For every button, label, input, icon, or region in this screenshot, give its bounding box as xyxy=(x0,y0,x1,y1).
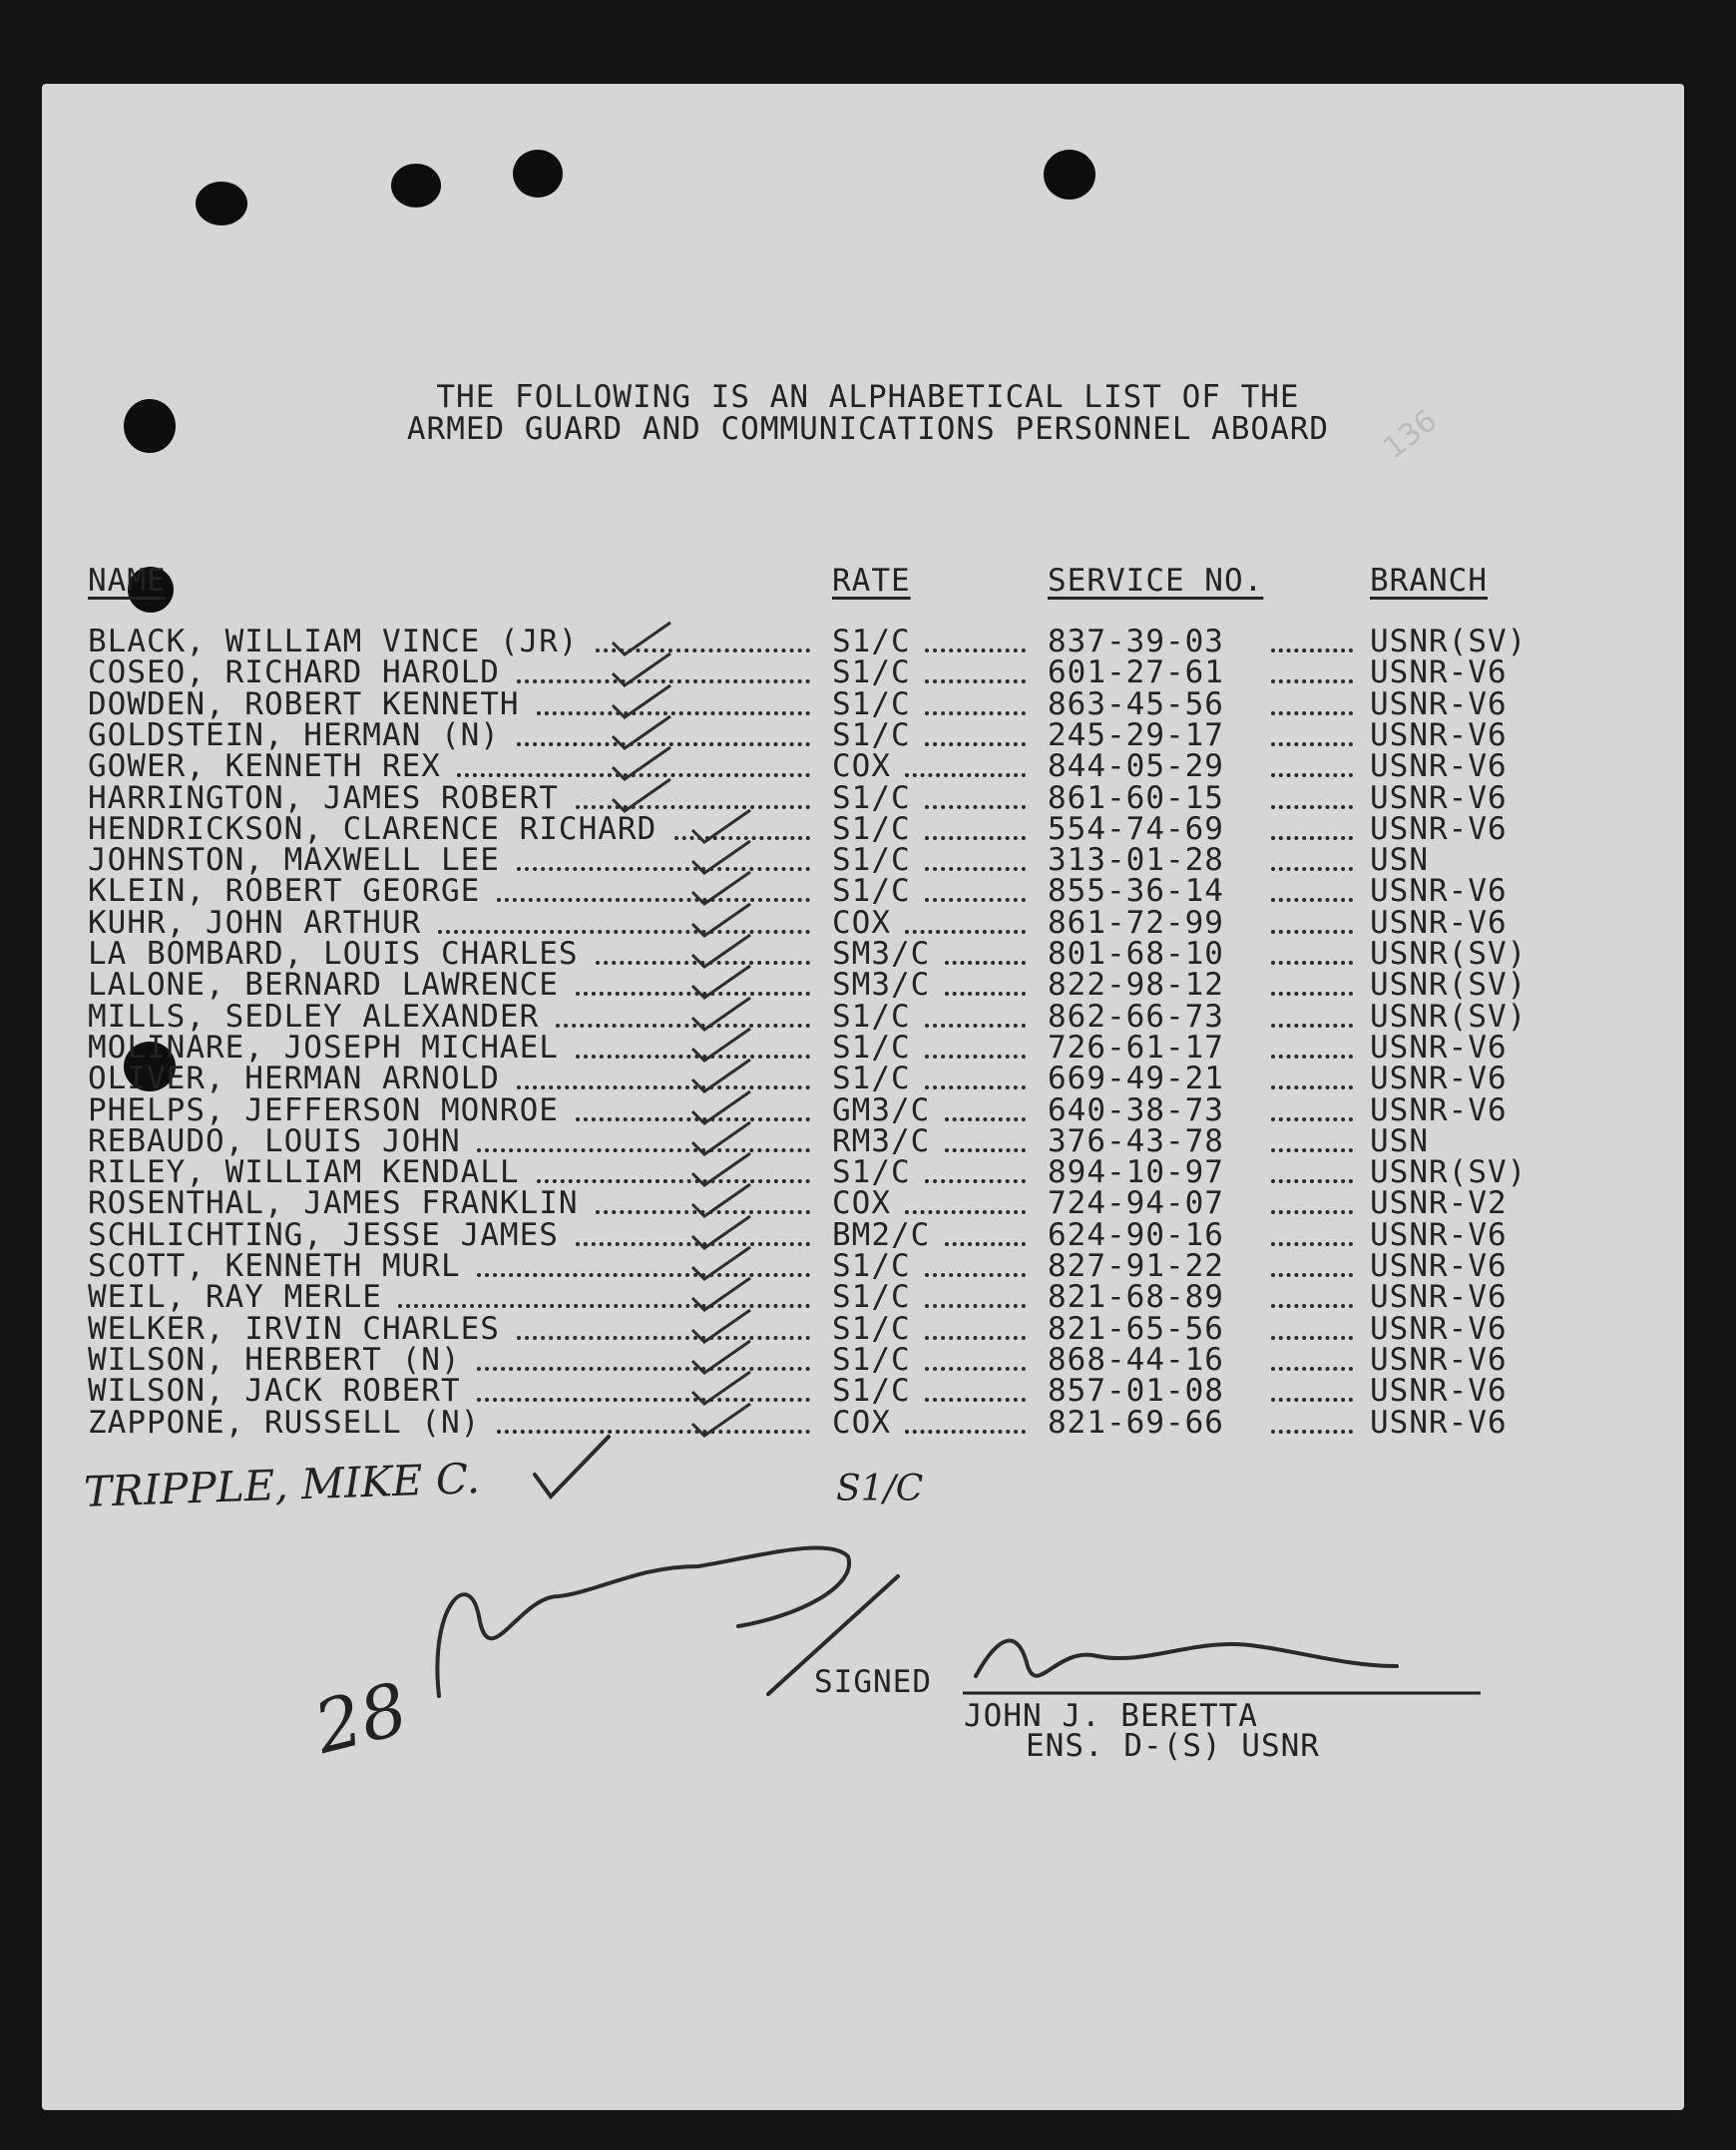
person-name: WEIL, RAY MERLE xyxy=(88,1279,382,1316)
person-service-no: 801-68-10 xyxy=(1048,936,1224,972)
person-service-no: 855-36-14 xyxy=(1048,873,1224,910)
person-service-no: 821-68-89 xyxy=(1048,1279,1224,1316)
person-service-no: 601-27-61 xyxy=(1048,654,1224,691)
person-name: JOHNSTON, MAXWELL LEE xyxy=(88,842,500,879)
person-service-no: 861-60-15 xyxy=(1048,779,1224,816)
person-service-no: 868-44-16 xyxy=(1048,1341,1224,1378)
person-service-no: 313-01-28 xyxy=(1048,842,1224,879)
person-branch: USN xyxy=(1370,1122,1429,1159)
person-service-no: 857-01-08 xyxy=(1048,1373,1224,1410)
person-name: KUHR, JOHN ARTHUR xyxy=(88,904,422,941)
handwritten-entry-name: TRIPPLE, MIKE C. xyxy=(83,1454,481,1516)
person-name: HENDRICKSON, CLARENCE RICHARD xyxy=(88,810,657,847)
person-branch: USNR-V6 xyxy=(1370,1279,1508,1316)
person-rate: GM3/C xyxy=(832,1091,931,1128)
person-rate: S1/C xyxy=(832,685,911,722)
header-name: NAME xyxy=(88,563,167,599)
person-service-no: 554-74-69 xyxy=(1048,810,1224,847)
margin-note: 28 xyxy=(306,1666,416,1770)
tripple-check-mark xyxy=(535,1437,609,1497)
person-branch: USNR-V6 xyxy=(1370,1341,1508,1378)
person-name: SCHLICHTING, JESSE JAMES xyxy=(88,1216,559,1253)
person-service-no: 245-29-17 xyxy=(1048,716,1224,753)
header-service-no: SERVICE NO. xyxy=(1048,563,1264,599)
person-rate: S1/C xyxy=(832,1341,911,1378)
person-service-no: 724-94-07 xyxy=(1048,1185,1224,1222)
person-branch: USNR-V6 xyxy=(1370,1248,1508,1284)
person-branch: USNR-V6 xyxy=(1370,873,1508,910)
person-service-no: 822-98-12 xyxy=(1048,967,1224,1004)
person-branch: USNR(SV) xyxy=(1370,624,1527,659)
person-rate: S1/C xyxy=(832,654,911,691)
person-name: PHELPS, JEFFERSON MONROE xyxy=(88,1091,559,1128)
person-rate: S1/C xyxy=(832,1154,911,1191)
person-rate: SM3/C xyxy=(832,967,931,1004)
person-name: MOLINARE, JOSEPH MICHAEL xyxy=(88,1029,559,1066)
person-service-no: 861-72-99 xyxy=(1048,904,1224,941)
person-name: LA BOMBARD, LOUIS CHARLES xyxy=(88,936,579,972)
person-rate: S1/C xyxy=(832,1061,911,1097)
header-branch: BRANCH xyxy=(1370,563,1488,599)
person-rate: COX xyxy=(832,1185,891,1222)
person-name: COSEO, RICHARD HAROLD xyxy=(88,654,500,691)
person-branch: USNR-V6 xyxy=(1370,748,1508,785)
signed-label: SIGNED xyxy=(814,1664,932,1700)
person-rate: COX xyxy=(832,1404,891,1441)
person-rate: S1/C xyxy=(832,1029,911,1066)
person-branch: USNR-V6 xyxy=(1370,716,1508,753)
person-branch: USNR-V6 xyxy=(1370,654,1508,691)
person-service-no: 844-05-29 xyxy=(1048,748,1224,785)
person-rate: RM3/C xyxy=(832,1122,931,1159)
title-line-2: ARMED GUARD AND COMMUNICATIONS PERSONNEL ABOARD xyxy=(406,411,1330,447)
person-rate: SM3/C xyxy=(832,936,931,972)
person-branch: USNR(SV) xyxy=(1370,1154,1527,1191)
person-rate: S1/C xyxy=(832,842,911,879)
person-name: BLACK, WILLIAM VINCE (JR) xyxy=(88,624,579,659)
person-rate: S1/C xyxy=(832,810,911,847)
person-branch: USNR(SV) xyxy=(1370,967,1527,1004)
person-rate: COX xyxy=(832,904,891,941)
person-service-no: 894-10-97 xyxy=(1048,1154,1224,1191)
person-service-no: 827-91-22 xyxy=(1048,1248,1224,1284)
signer-name: JOHN J. BERETTA xyxy=(964,1698,1258,1734)
person-branch: USNR-V6 xyxy=(1370,810,1508,847)
person-rate: S1/C xyxy=(832,1279,911,1316)
person-name: MILLS, SEDLEY ALEXANDER xyxy=(88,998,540,1035)
person-name: WILSON, JACK ROBERT xyxy=(88,1373,461,1410)
person-name: REBAUDO, LOUIS JOHN xyxy=(88,1122,461,1159)
person-name: ROSENTHAL, JAMES FRANKLIN xyxy=(88,1185,579,1222)
person-branch: USNR-V6 xyxy=(1370,1310,1508,1347)
person-service-no: 837-39-03 xyxy=(1048,624,1224,659)
person-name: GOWER, KENNETH REX xyxy=(88,748,441,785)
handwritten-entry-rate: S1/C xyxy=(836,1469,924,1509)
person-rate: S1/C xyxy=(832,624,911,659)
person-service-no: 624-90-16 xyxy=(1048,1216,1224,1253)
person-branch: USNR-V6 xyxy=(1370,1216,1508,1253)
person-rate: COX xyxy=(832,748,891,785)
person-name: ZAPPONE, RUSSELL (N) xyxy=(88,1404,481,1441)
person-service-no: 821-69-66 xyxy=(1048,1404,1224,1441)
person-rate: S1/C xyxy=(832,998,911,1035)
person-name: WILSON, HERBERT (N) xyxy=(88,1341,461,1378)
person-rate: S1/C xyxy=(832,1373,911,1410)
person-branch: USNR-V6 xyxy=(1370,904,1508,941)
person-name: DOWDEN, ROBERT KENNETH xyxy=(88,685,520,722)
person-name: WELKER, IRVIN CHARLES xyxy=(88,1310,500,1347)
person-service-no: 821-65-56 xyxy=(1048,1310,1224,1347)
person-branch: USN xyxy=(1370,842,1429,879)
person-rate: S1/C xyxy=(832,1248,911,1284)
person-rate: BM2/C xyxy=(832,1216,931,1253)
header-rate: RATE xyxy=(832,563,911,599)
title-line-1: THE FOLLOWING IS AN ALPHABETICAL LIST OF THE xyxy=(436,379,1300,415)
person-name: HARRINGTON, JAMES ROBERT xyxy=(88,779,559,816)
person-branch: USNR-V6 xyxy=(1370,1404,1508,1441)
page-number-stamp: 136 xyxy=(1377,403,1444,466)
margin-scribble xyxy=(437,1547,849,1696)
signer-rank: ENS. D-(S) USNR xyxy=(1026,1728,1320,1764)
signature-mark xyxy=(976,1641,1397,1676)
person-branch: USNR(SV) xyxy=(1370,936,1527,972)
person-service-no: 376-43-78 xyxy=(1048,1122,1224,1159)
person-branch: USNR-V6 xyxy=(1370,779,1508,816)
person-name: GOLDSTEIN, HERMAN (N) xyxy=(88,716,500,753)
person-service-no: 640-38-73 xyxy=(1048,1091,1224,1128)
person-name: SCOTT, KENNETH MURL xyxy=(88,1248,461,1284)
person-rate: S1/C xyxy=(832,716,911,753)
person-service-no: 726-61-17 xyxy=(1048,1029,1224,1066)
person-branch: USNR-V6 xyxy=(1370,1061,1508,1097)
person-service-no: 863-45-56 xyxy=(1048,685,1224,722)
person-branch: USNR-V6 xyxy=(1370,1029,1508,1066)
person-service-no: 669-49-21 xyxy=(1048,1061,1224,1097)
person-name: LALONE, BERNARD LAWRENCE xyxy=(88,967,559,1004)
person-service-no: 862-66-73 xyxy=(1048,998,1224,1035)
person-branch: USNR-V6 xyxy=(1370,685,1508,722)
person-name: OLIVER, HERMAN ARNOLD xyxy=(88,1061,500,1097)
person-rate: S1/C xyxy=(832,1310,911,1347)
person-branch: USNR-V6 xyxy=(1370,1373,1508,1410)
person-name: RILEY, WILLIAM KENDALL xyxy=(88,1154,520,1191)
person-name: KLEIN, ROBERT GEORGE xyxy=(88,873,481,910)
person-rate: S1/C xyxy=(832,873,911,910)
person-branch: USNR-V2 xyxy=(1370,1185,1508,1222)
person-branch: USNR-V6 xyxy=(1370,1091,1508,1128)
person-branch: USNR(SV) xyxy=(1370,998,1527,1035)
person-rate: S1/C xyxy=(832,779,911,816)
